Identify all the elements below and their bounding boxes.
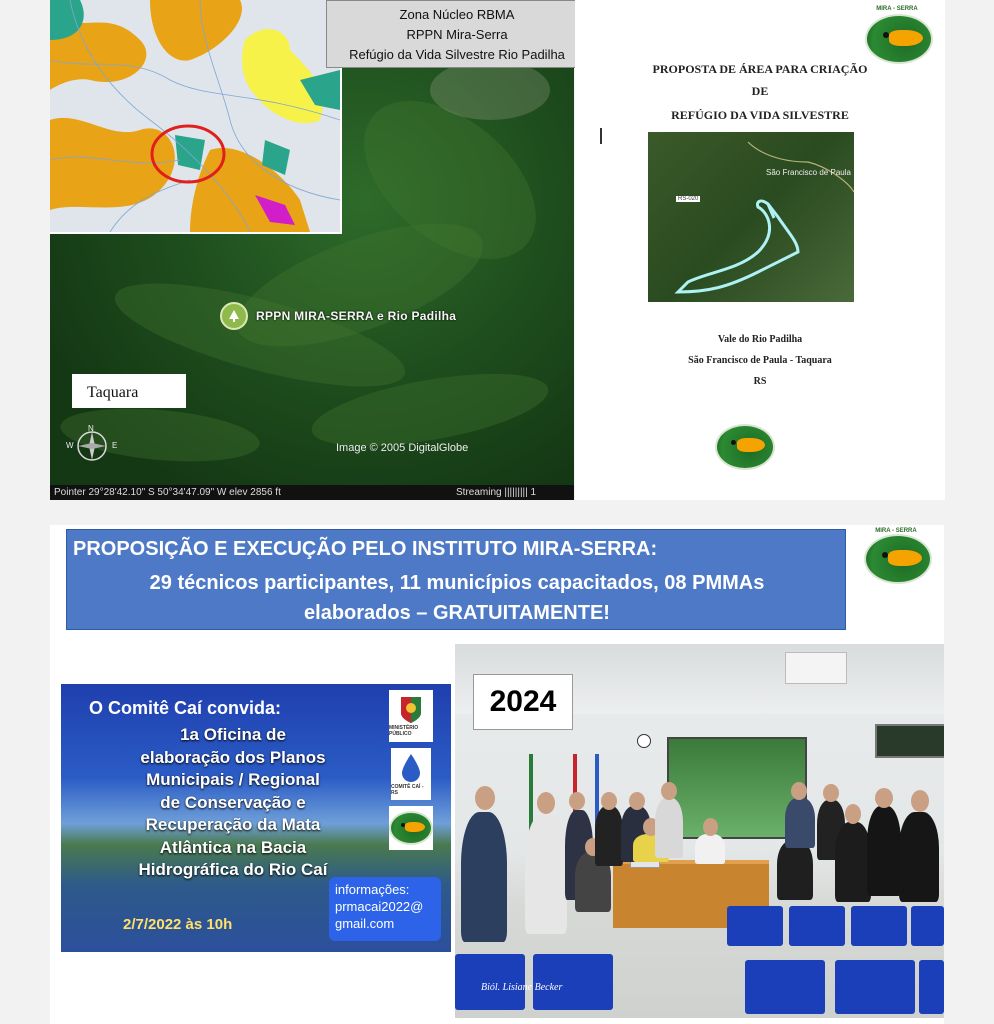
mira-serra-logo-banner [864, 534, 932, 584]
person-head [911, 790, 929, 812]
flyer-title: O Comitê Caí convida: [89, 698, 282, 718]
projector [785, 652, 847, 684]
flyer-line-2: elaboração dos Planos [140, 747, 326, 767]
info-email-part-2: gmail.com [335, 916, 395, 931]
doc-footer-line-3: RS [753, 376, 767, 387]
person-head [791, 782, 807, 800]
flyer-body [83, 724, 383, 882]
execution-banner [66, 529, 846, 630]
doc-title-line-2: DE [751, 84, 769, 98]
inset-map-drawing [50, 0, 340, 232]
person-head [661, 782, 677, 800]
year-label: 2024 [473, 674, 573, 730]
compass-icon[interactable] [66, 424, 118, 464]
person [835, 822, 871, 902]
flyer-line-4: de Conservação e [160, 792, 306, 812]
person [461, 812, 507, 942]
person-head [845, 804, 861, 824]
zone-line-1: Zona Núcleo RBMA [399, 7, 515, 22]
mira-serra-logo [865, 14, 933, 64]
ministerio-publico-logo [389, 690, 433, 742]
logo-caption: MIRA - SERRA [876, 6, 918, 12]
person [867, 806, 901, 896]
doc-title-line-3: REFÚGIO DA VIDA SILVESTRE [671, 108, 849, 122]
person-head [569, 792, 585, 810]
banner-logo-caption: MIRA - SERRA [875, 528, 917, 534]
chair [727, 906, 783, 946]
group-photo [455, 644, 944, 1018]
chair [919, 960, 944, 1014]
taquara-label: Taquara [72, 374, 186, 408]
mira-serra-logo-bottom [715, 424, 775, 470]
tree-icon [220, 302, 248, 330]
wall-window [875, 724, 944, 758]
person [899, 812, 939, 902]
banner-heading: PROPOSIÇÃO E EXECUÇÃO PELO INSTITUTO MIRA-SERRA: [73, 538, 658, 560]
chair [911, 906, 944, 946]
banner-stats [67, 568, 847, 628]
person-head [475, 786, 495, 810]
person [655, 798, 683, 858]
person-head [703, 818, 718, 836]
person-head [875, 788, 893, 808]
person [777, 840, 813, 900]
compass-e: E [112, 441, 118, 450]
status-bar [50, 485, 574, 500]
compass-n: N [88, 424, 94, 433]
comite-cai-logo [391, 748, 431, 800]
person-head [823, 784, 839, 802]
flyer-line-7: Hidrográfica do Rio Caí [138, 860, 328, 879]
proposal-document [575, 0, 945, 500]
banner-stats-line-1: 29 técnicos participantes, 11 municípios capacitados, 08 PMMAs [149, 572, 765, 594]
compass-w: W [66, 441, 74, 450]
banner-stats-line-2: elaborados – GRATUITAMENTE! [304, 602, 610, 624]
doc-title-line-1: PROPOSTA DE ÁREA PARA CRIAÇÃO [652, 62, 868, 76]
doc-footer-line-1: Vale do Rio Padilha [717, 334, 803, 345]
chair [745, 960, 825, 1014]
person-head [601, 792, 617, 810]
flyer-line-5: Recuperação da Mata [145, 815, 321, 834]
info-email-part-1: prmacai2022@ [335, 899, 424, 914]
flyer-line-1: 1a Oficina de [180, 725, 286, 744]
person [525, 814, 567, 934]
zone-line-2: RPPN Mira-Serra [406, 27, 508, 42]
flyer-line-6: Atlântica na Bacia [159, 837, 307, 857]
zone-legend-box [326, 0, 588, 68]
wall-clock-icon [637, 734, 651, 748]
person [695, 834, 725, 864]
contact-info-box[interactable] [329, 877, 441, 941]
place-label: RPPN MIRA-SERRA e Rio Padilha [256, 309, 457, 323]
person [785, 798, 815, 848]
mira-serra-logo-flyer [389, 806, 433, 850]
workshop-flyer [61, 684, 451, 952]
pointer-coordinates: Pointer 29°28'42.10" S 50°34'47.09" W elev 2856 ft [54, 487, 281, 498]
flyer-date: 2/7/2022 às 10h [123, 916, 233, 933]
zone-line-3: Refúgio da Vida Silvestre Rio Padilha [349, 47, 565, 62]
person-head [629, 792, 645, 810]
doc-footer-line-2: São Francisco de Paula - Taquara [688, 355, 832, 366]
map-road-label: RS-020 [678, 196, 699, 202]
text-cursor [600, 128, 602, 144]
person [595, 806, 623, 866]
flyer-line-3: Municipais / Regional [146, 770, 320, 789]
map-town-label: São Francisco de Paula [766, 168, 851, 177]
refuge-area-map [648, 132, 854, 302]
chair [835, 960, 915, 1014]
inset-map [50, 0, 342, 234]
image-credit: Image © 2005 DigitalGlobe [336, 442, 469, 454]
refuge-boundary [648, 132, 854, 302]
photo-credit: Biól. Lisiane Becker [481, 982, 563, 993]
logo1-caption: MINISTÉRIO PÚBLICO [389, 725, 419, 737]
logo2-caption: COMITÊ CAÍ - RS [391, 784, 424, 796]
person-head [537, 792, 555, 814]
streaming-indicator: Streaming ||||||||| 1 [456, 487, 537, 498]
info-label: informações: [335, 882, 410, 897]
chair [789, 906, 845, 946]
place-marker[interactable] [220, 302, 456, 330]
chair [851, 906, 907, 946]
